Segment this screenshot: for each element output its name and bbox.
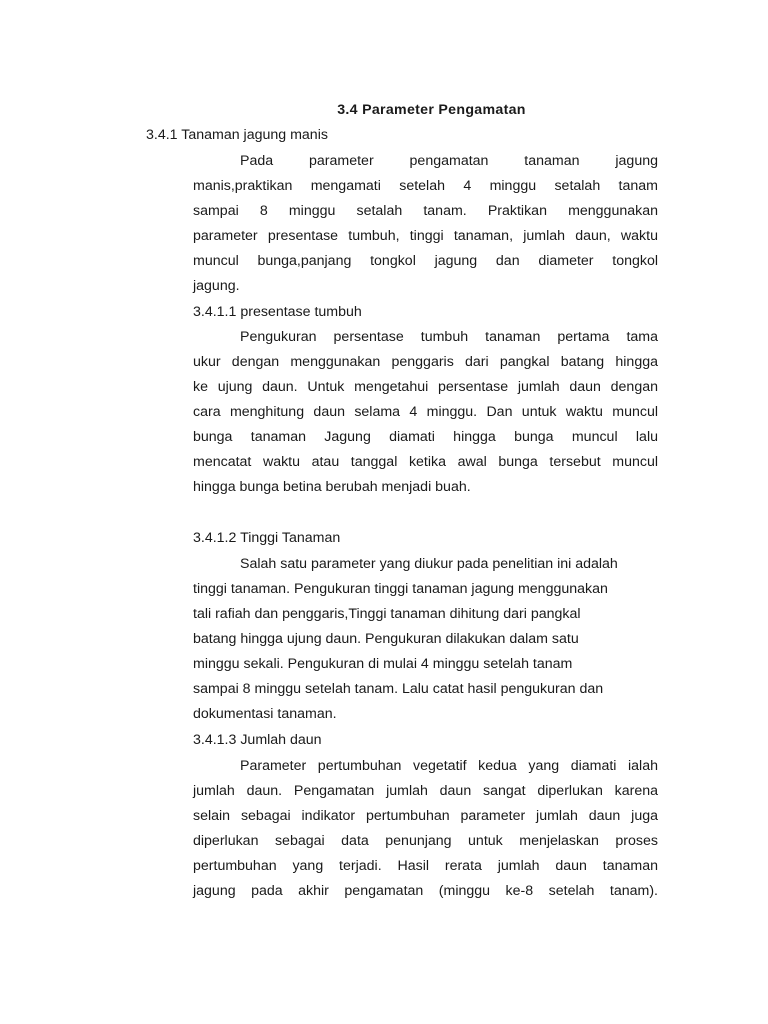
paragraph-line: diperlukan sebagai data penunjang untuk menjelaskan proses [193,833,658,849]
paragraph-line: mencatat waktu atau tanggal ketika awal bunga tersebut muncul [193,454,658,470]
paragraph-line: parameter presentase tumbuh, tinggi tanaman, jumlah daun, waktu [193,228,658,244]
paragraph-line: pertumbuhan yang terjadi. Hasil rerata jumlah daun tanaman [193,858,658,874]
section-heading-3412: 3.4.1.2 Tinggi Tanaman [193,530,341,546]
paragraph-line: Pada parameter pengamatan tanaman jagung [240,153,658,169]
paragraph-line: minggu sekali. Pengukuran di mulai 4 minggu setelah tanam [193,656,573,672]
paragraph-line: tinggi tanaman. Pengukuran tinggi tanaman jagung menggunakan [193,581,608,597]
paragraph-line: bunga tanaman Jagung diamati hingga bunga muncul lalu [193,429,658,445]
paragraph-1 [193,149,658,299]
paragraph-line: Salah satu parameter yang diukur pada penelitian ini adalah [240,556,618,572]
paragraph-line: sampai 8 minggu setalah tanam. Praktikan menggunakan [193,203,658,219]
paragraph-line: jagung. [193,278,240,294]
paragraph-4 [193,754,658,904]
section-heading-3411: 3.4.1.1 presentase tumbuh [193,304,362,320]
paragraph-line: selain sebagai indikator pertumbuhan parameter jumlah daun juga [193,808,658,824]
paragraph-3 [193,552,658,727]
paragraph-2 [193,325,658,500]
paragraph-line: Parameter pertumbuhan vegetatif kedua yang diamati ialah [240,758,658,774]
paragraph-line: ukur dengan menggunakan penggaris dari pangkal batang hingga [193,354,658,370]
paragraph-line: hingga bunga betina berubah menjadi buah. [193,479,471,495]
section-heading-341: 3.4.1 Tanaman jagung manis [146,127,328,143]
paragraph-line: jagung pada akhir pengamatan (minggu ke-8 setelah tanam). [193,883,658,899]
paragraph-line: jumlah daun. Pengamatan jumlah daun sangat diperlukan karena [193,783,658,799]
paragraph-line: dokumentasi tanaman. [193,706,337,722]
paragraph-line: batang hingga ujung daun. Pengukuran dilakukan dalam satu [193,631,579,647]
paragraph-line: ke ujung daun. Untuk mengetahui persentase jumlah daun dengan [193,379,658,395]
section-heading-3413: 3.4.1.3 Jumlah daun [193,732,322,748]
paragraph-line: tali rafiah dan penggaris,Tinggi tanaman dihitung dari pangkal [193,606,581,622]
page-title: 3.4 Parameter Pengamatan [337,102,526,118]
paragraph-line: Pengukuran persentase tumbuh tanaman pertama tama [240,329,658,345]
paragraph-line: muncul bunga,panjang tongkol jagung dan diameter tongkol [193,253,658,269]
paragraph-line: sampai 8 minggu setelah tanam. Lalu catat hasil pengukuran dan [193,681,604,697]
paragraph-line: manis,praktikan mengamati setelah 4 minggu setalah tanam [193,178,658,194]
paragraph-line: cara menghitung daun selama 4 minggu. Dan untuk waktu muncul [193,404,658,420]
